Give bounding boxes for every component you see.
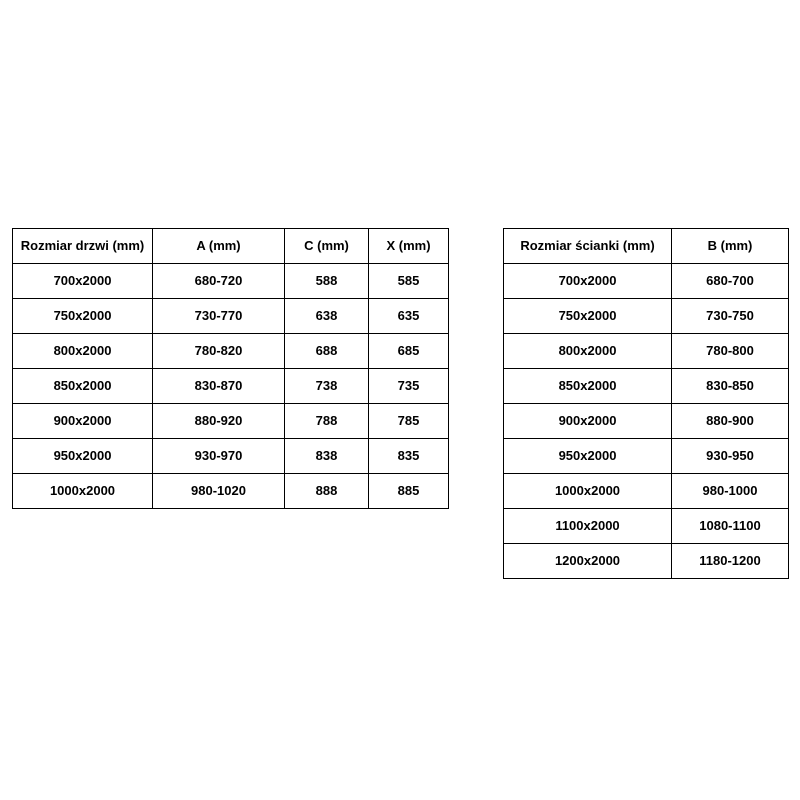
table-row xyxy=(504,264,789,299)
cell-door-size: 850x2000 xyxy=(13,369,153,404)
cell-b: 1080-1100 xyxy=(672,509,789,544)
cell-door-size: 800x2000 xyxy=(13,334,153,369)
column-header-a: A (mm) xyxy=(153,229,285,264)
cell-wall-size: 900x2000 xyxy=(504,404,672,439)
column-header-x: X (mm) xyxy=(369,229,449,264)
cell-b: 880-900 xyxy=(672,404,789,439)
cell-c: 788 xyxy=(285,404,369,439)
cell-wall-size: 850x2000 xyxy=(504,369,672,404)
table-row xyxy=(13,334,449,369)
table-row xyxy=(504,544,789,579)
cell-b: 780-800 xyxy=(672,334,789,369)
cell-a: 930-970 xyxy=(153,439,285,474)
table-header-row xyxy=(13,229,449,264)
cell-x: 785 xyxy=(369,404,449,439)
cell-c: 888 xyxy=(285,474,369,509)
cell-a: 830-870 xyxy=(153,369,285,404)
cell-wall-size: 800x2000 xyxy=(504,334,672,369)
table-row xyxy=(504,299,789,334)
cell-b: 1180-1200 xyxy=(672,544,789,579)
cell-b: 680-700 xyxy=(672,264,789,299)
cell-door-size: 750x2000 xyxy=(13,299,153,334)
cell-wall-size: 700x2000 xyxy=(504,264,672,299)
column-header-c: C (mm) xyxy=(285,229,369,264)
table-row xyxy=(13,264,449,299)
cell-x: 685 xyxy=(369,334,449,369)
cell-door-size: 700x2000 xyxy=(13,264,153,299)
cell-x: 885 xyxy=(369,474,449,509)
cell-b: 830-850 xyxy=(672,369,789,404)
cell-a: 780-820 xyxy=(153,334,285,369)
cell-door-size: 1000x2000 xyxy=(13,474,153,509)
cell-x: 585 xyxy=(369,264,449,299)
cell-b: 930-950 xyxy=(672,439,789,474)
column-header-b: B (mm) xyxy=(672,229,789,264)
table-row xyxy=(13,439,449,474)
cell-b: 980-1000 xyxy=(672,474,789,509)
table-row xyxy=(504,334,789,369)
wall-size-table xyxy=(503,228,789,579)
cell-x: 735 xyxy=(369,369,449,404)
cell-c: 738 xyxy=(285,369,369,404)
table-row xyxy=(13,474,449,509)
table-row xyxy=(504,439,789,474)
cell-c: 588 xyxy=(285,264,369,299)
table-row xyxy=(504,509,789,544)
cell-a: 730-770 xyxy=(153,299,285,334)
table-row xyxy=(13,404,449,439)
cell-wall-size: 1200x2000 xyxy=(504,544,672,579)
cell-x: 835 xyxy=(369,439,449,474)
cell-wall-size: 950x2000 xyxy=(504,439,672,474)
table-row xyxy=(504,474,789,509)
cell-c: 688 xyxy=(285,334,369,369)
cell-wall-size: 750x2000 xyxy=(504,299,672,334)
cell-a: 880-920 xyxy=(153,404,285,439)
cell-door-size: 900x2000 xyxy=(13,404,153,439)
cell-a: 980-1020 xyxy=(153,474,285,509)
table-row xyxy=(504,404,789,439)
cell-a: 680-720 xyxy=(153,264,285,299)
cell-c: 838 xyxy=(285,439,369,474)
doors-size-table xyxy=(12,228,449,509)
cell-x: 635 xyxy=(369,299,449,334)
table-row xyxy=(504,369,789,404)
cell-b: 730-750 xyxy=(672,299,789,334)
cell-c: 638 xyxy=(285,299,369,334)
table-row xyxy=(13,299,449,334)
cell-wall-size: 1100x2000 xyxy=(504,509,672,544)
table-row xyxy=(13,369,449,404)
cell-wall-size: 1000x2000 xyxy=(504,474,672,509)
column-header-door-size: Rozmiar drzwi (mm) xyxy=(13,229,153,264)
cell-door-size: 950x2000 xyxy=(13,439,153,474)
column-header-wall-size: Rozmiar ścianki (mm) xyxy=(504,229,672,264)
table-header-row xyxy=(504,229,789,264)
